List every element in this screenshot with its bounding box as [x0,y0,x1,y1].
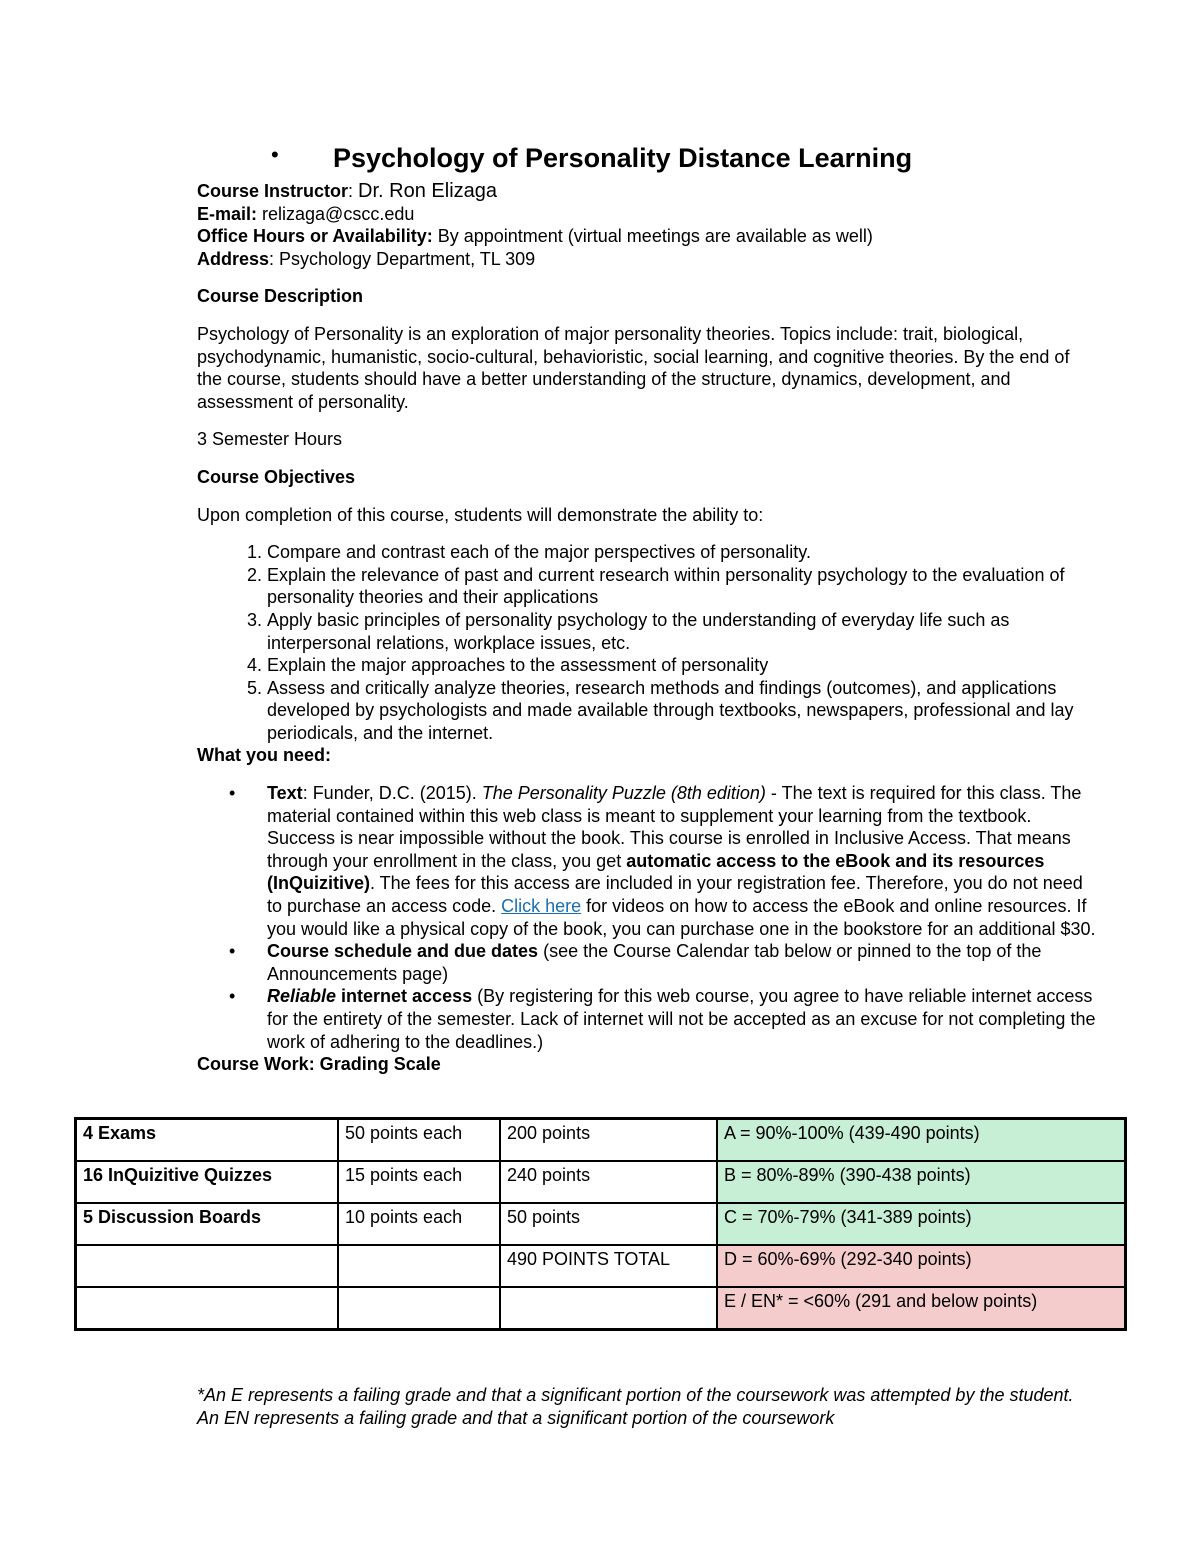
grading-heading: Course Work: Grading Scale [197,1054,441,1075]
table-cell-total: 50 points [500,1203,717,1245]
title-bullet: • [271,142,279,167]
table-cell-item: 4 Exams [76,1119,339,1162]
internet-body: (By registering for this web course, you agree to have reliable internet access for the entirety of the semester. Lack of internet will not be accepted as an excuse for not completing the work of adhering to the deadlines.) [267,986,1096,1052]
text-body-bold: automatic access to the eBook and its resources (InQuizitive) [267,850,1045,894]
grade-footnote: *An E represents a failing grade and that a significant portion of the coursework was attempted by the student. An EN represents a failing grade and that a significant portion of the coursework [197,1385,1074,1428]
address-value: : Psychology Department, TL 309 [269,248,536,269]
internet-label-rest: internet access [336,986,473,1007]
table-cell-each: 10 points each [338,1203,500,1245]
course-objectives-heading: Course Objectives [197,466,356,487]
table-cell-grade: B = 80%-89% (390-438 points) [717,1161,1126,1203]
table-cell-item [76,1245,339,1287]
needs-item-schedule [229,940,1097,985]
what-you-need-heading: What you need: [197,745,331,766]
course-description-body: Psychology of Personality is an exploration of major personality theories. Topics include: trait, biological, psychodynamic, humanistic, socio-cultural, behavioristic, social learning, and cognitive theories. By the end of the course, students should have a better understanding of the structure, dynamics, development, and assessment of personality. [197,323,1070,412]
needs-list [197,782,1097,1053]
table-cell-total: 490 POINTS TOTAL [500,1245,717,1287]
text-citation: : Funder, D.C. (2015). [302,783,482,804]
objective-item: 1. Compare and contrast each of the major perspectives of personality. [267,541,1097,564]
objective-item: 4. Explain the major approaches to the assessment of personality [267,654,1097,677]
bullet-icon: • [229,783,236,804]
office-hours-label: Office Hours or Availability: [197,226,433,247]
table-cell-item [76,1287,339,1330]
syllabus-content [197,140,1097,1076]
office-hours-value: By appointment (virtual meetings are available as well) [432,226,873,247]
table-row [76,1119,1126,1162]
table-cell-total: 240 points [500,1161,717,1203]
objective-item: 3. Apply basic principles of personality psychology to the understanding of everyday life such as interpersonal relations, workplace issues, etc. [267,609,1097,654]
table-cell-grade: E / EN* = <60% (291 and below points) [717,1287,1126,1330]
text-body-1: - The text is required for this class. The material contained within this web class is meant to supplement your learning from the textbook. Success is near impossible without the book. This course is enrolled in Inclusive Access. That means through your enrollment in the class, you get [267,783,1082,871]
office-hours-line [197,225,1097,248]
table-cell-each [338,1287,500,1330]
table-cell-grade: D = 60%-69% (292-340 points) [717,1245,1126,1287]
needs-item-text [229,782,1097,940]
email-label: E-mail: [197,203,258,224]
bullet-icon: • [229,941,236,962]
table-cell-item: 5 Discussion Boards [76,1203,339,1245]
table-cell-each: 50 points each [338,1119,500,1162]
objective-item: 2. Explain the relevance of past and current research within personality psychology to the evaluation of personality theories and their applications [267,564,1097,609]
click-here-link[interactable]: Click here [501,896,582,917]
text-label: Text [267,783,303,804]
table-cell-each: 15 points each [338,1161,500,1203]
table-row [76,1203,1126,1245]
table-cell-grade: A = 90%-100% (439-490 points) [717,1119,1126,1162]
title-row [197,140,1097,180]
instructor-line [197,180,1097,203]
book-title: The Personality Puzzle (8th edition) [481,783,766,804]
table-cell-total [500,1287,717,1330]
email-line [197,203,1097,226]
text-body-2: . The fees for this access are included in your registration fee. Therefore, you do not need to purchase an access code. [267,873,1083,917]
table-cell-item: 16 InQuizitive Quizzes [76,1161,339,1203]
internet-label-italic: Reliable [267,986,337,1007]
instructor-label: Course Instructor [197,181,349,201]
table-row [76,1287,1126,1330]
semester-hours: 3 Semester Hours [197,429,343,450]
instructor-value: Dr. Ron Elizaga [358,180,498,202]
objective-item: 5. Assess and critically analyze theories, research methods and findings (outcomes), and applications developed by psychologists and made available through textbooks, newspapers, professional and lay periodicals, and the internet. [267,677,1097,745]
needs-item-internet [229,985,1097,1053]
objectives-intro: Upon completion of this course, students will demonstrate the ability to: [197,504,764,525]
table-cell-grade: C = 70%-79% (341-389 points) [717,1203,1126,1245]
text-body-3: for videos on how to access the eBook and online resources. If you would like a physical copy of the book, you can purchase one in the bookstore for an additional $30. [267,896,1096,939]
objectives-list [197,541,1097,744]
table-row [76,1161,1126,1203]
table-cell-each [338,1245,500,1287]
page-title: Psychology of Personality Distance Learning [333,143,913,173]
schedule-label: Course schedule and due dates [267,941,539,962]
course-description-heading: Course Description [197,286,364,307]
email-value: relizaga@cscc.edu [257,203,415,224]
address-line [197,248,1097,271]
instructor-sep: : [348,181,359,201]
table-row [76,1245,1126,1287]
grading-table [74,1117,1127,1331]
address-label: Address [197,248,270,269]
table-cell-total: 200 points [500,1119,717,1162]
schedule-body: (see the Course Calendar tab below or pinned to the top of the Announcements page) [267,941,1042,984]
bullet-icon: • [229,986,236,1007]
